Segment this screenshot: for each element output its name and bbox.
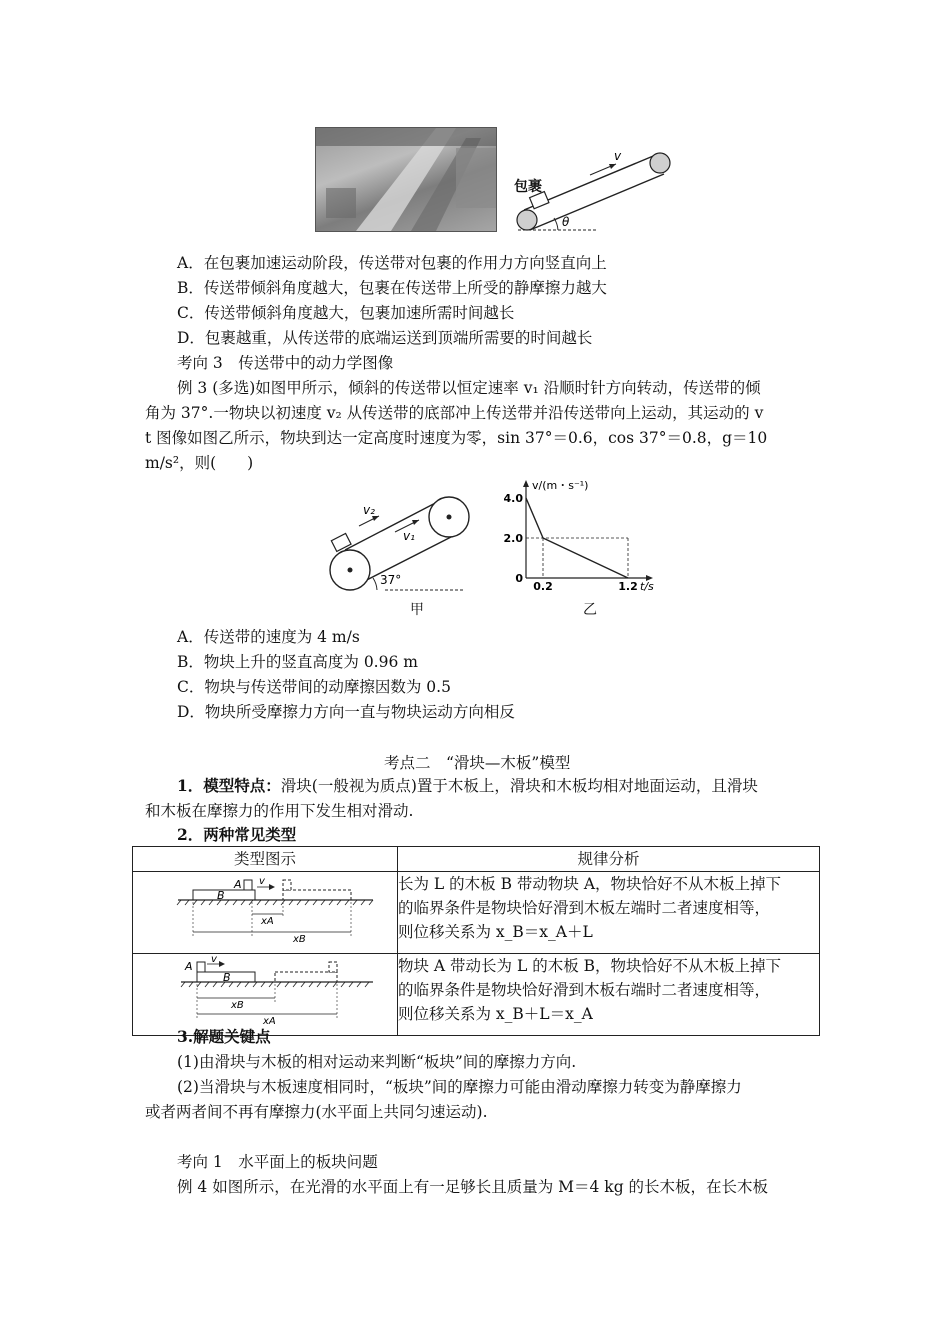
row1-diagram	[133, 872, 397, 946]
direction-1-heading: 考向 1 水平面上的板块问题	[177, 1153, 378, 1171]
package-label: 包裹	[514, 179, 542, 195]
row2-label-b: B	[223, 971, 231, 984]
prev-option-c: C．传送带倾斜角度越大，包裹加速所需时间越长	[177, 304, 515, 322]
point3-2-line-2: 或者两者间不再有摩擦力(水平面上共同匀速运动).	[145, 1103, 488, 1121]
x-tick-label: 0.2	[533, 580, 553, 593]
pulley-top	[650, 153, 670, 173]
row2-label-xb: xB	[231, 1000, 244, 1011]
y-tick-label: 0	[515, 572, 523, 585]
angle-label: 37°	[380, 573, 402, 587]
figure-yi-vt-chart	[500, 476, 670, 594]
belt-bottom	[530, 174, 664, 230]
row2-label-a: A	[185, 960, 193, 973]
example4-line-1: 例 4 如图所示，在光滑的水平面上有一足够长且质量为 M＝4 kg 的长木板，在长木板	[177, 1178, 769, 1196]
row1-analysis	[398, 872, 820, 954]
row1-text-2: 的临界条件是物块恰好滑到木板左端时二者速度相等，	[398, 899, 771, 917]
q3-option-c: C．物块与传送带间的动摩擦因数为 0.5	[177, 678, 451, 696]
point2-heading: 2．两种常见类型	[177, 825, 297, 844]
x-axis-label: t/s	[640, 580, 654, 593]
vt-segment-2	[543, 538, 628, 578]
example3-line-4: m/s²，则( )	[145, 454, 254, 472]
row2-text-2: 的临界条件是物块恰好滑到木板右端时二者速度相等，	[398, 981, 771, 999]
figure-yi-caption: 乙	[583, 602, 597, 618]
y-axis-label: v/(m・s⁻¹)	[532, 479, 589, 492]
row1-label-a: A	[234, 878, 242, 891]
prev-option-b: B．传送带倾斜角度越大，包裹在传送带上所受的静摩擦力越大	[177, 279, 607, 297]
row2-text-1: 物块 A 带动长为 L 的木板 B，物块恰好不从木板上掉下	[398, 957, 782, 975]
prev-option-d: D．包裹越重，从传送带的底端运送到顶端所需要的时间越长	[177, 329, 593, 347]
figure-jia-caption: 甲	[410, 602, 424, 618]
figure-jia	[325, 488, 475, 598]
row1-label-v: v	[259, 876, 265, 887]
row2-analysis	[398, 954, 820, 1036]
row1-label-xb: xB	[293, 934, 306, 945]
row1-diagram-cell	[133, 872, 398, 954]
q3-option-a: A．传送带的速度为 4 m/s	[177, 628, 360, 646]
section-title: 考点二 “滑块—木板”模型	[384, 754, 571, 772]
example3-line-2: 角为 37°.一物块以初速度 v₂ 从传送带的底部冲上传送带并沿传送带向上运动，其运动的 v	[145, 404, 764, 422]
row2-label-v: v	[211, 954, 217, 965]
prev-option-a: A．在包裹加速运动阶段，传送带对包裹的作用力方向竖直向上	[177, 254, 607, 272]
point1-bold: 1．模型特点：	[177, 776, 281, 795]
direction-3-heading: 考向 3 传送带中的动力学图像	[177, 354, 394, 372]
vt-segment-1	[526, 498, 543, 538]
row2-diagram-cell	[133, 954, 398, 1036]
model-types-table	[132, 846, 820, 1036]
row2-diagram	[133, 954, 397, 1028]
point1-line-1	[177, 776, 758, 796]
pulley-bottom	[517, 210, 537, 230]
row2-text-3: 则位移关系为 x_B＋L＝x_A	[398, 1005, 593, 1023]
example3-line-1: 例 3 (多选)如图甲所示，倾斜的传送带以恒定速率 v₁ 沿顺时针方向转动，传送带的倾	[177, 379, 761, 397]
point1-text: 滑块(一般视为质点)置于木板上，滑块和木板均相对地面运动，且滑块	[280, 777, 758, 795]
point3-heading: 3.解题关键点	[177, 1027, 271, 1046]
example3-line-3: t 图像如图乙所示，物块到达一定高度时速度为零，sin 37°＝0.6，cos 37°＝0.8，g＝10	[145, 429, 768, 447]
point3-1: (1)由滑块与木板的相对运动来判断“板块”间的摩擦力方向.	[177, 1053, 577, 1071]
table-header-analysis: 规律分析	[398, 847, 820, 872]
photo-scene	[316, 128, 496, 231]
row1-label-b: B	[217, 889, 225, 902]
theta-label: θ	[562, 215, 570, 229]
table-header-diagram: 类型图示	[133, 847, 398, 872]
row1-text-3: 则位移关系为 x_B＝x_A＋L	[398, 923, 593, 941]
v1-label: v₁	[403, 529, 415, 543]
x-tick-label: 1.2	[618, 580, 638, 593]
v2-label: v₂	[363, 503, 375, 517]
point1-line-2: 和木板在摩擦力的作用下发生相对滑动.	[145, 802, 414, 820]
q3-option-b: B．物块上升的竖直高度为 0.96 m	[177, 653, 418, 671]
point3-2-line-1: (2)当滑块与木板速度相同时，“板块”间的摩擦力可能由滑动摩擦力转变为静摩擦力	[177, 1078, 742, 1096]
y-tick-label: 2.0	[503, 532, 523, 545]
conveyor-photo	[315, 127, 497, 232]
q3-option-d: D．物块所受摩擦力方向一直与物块运动方向相反	[177, 703, 515, 721]
row1-text-1: 长为 L 的木板 B 带动物块 A，物块恰好不从木板上掉下	[398, 875, 782, 893]
v-label: v	[614, 149, 622, 163]
row2-label-xa: xA	[263, 1016, 276, 1027]
y-tick-label: 4.0	[503, 492, 523, 505]
row1-label-xa: xA	[261, 916, 274, 927]
